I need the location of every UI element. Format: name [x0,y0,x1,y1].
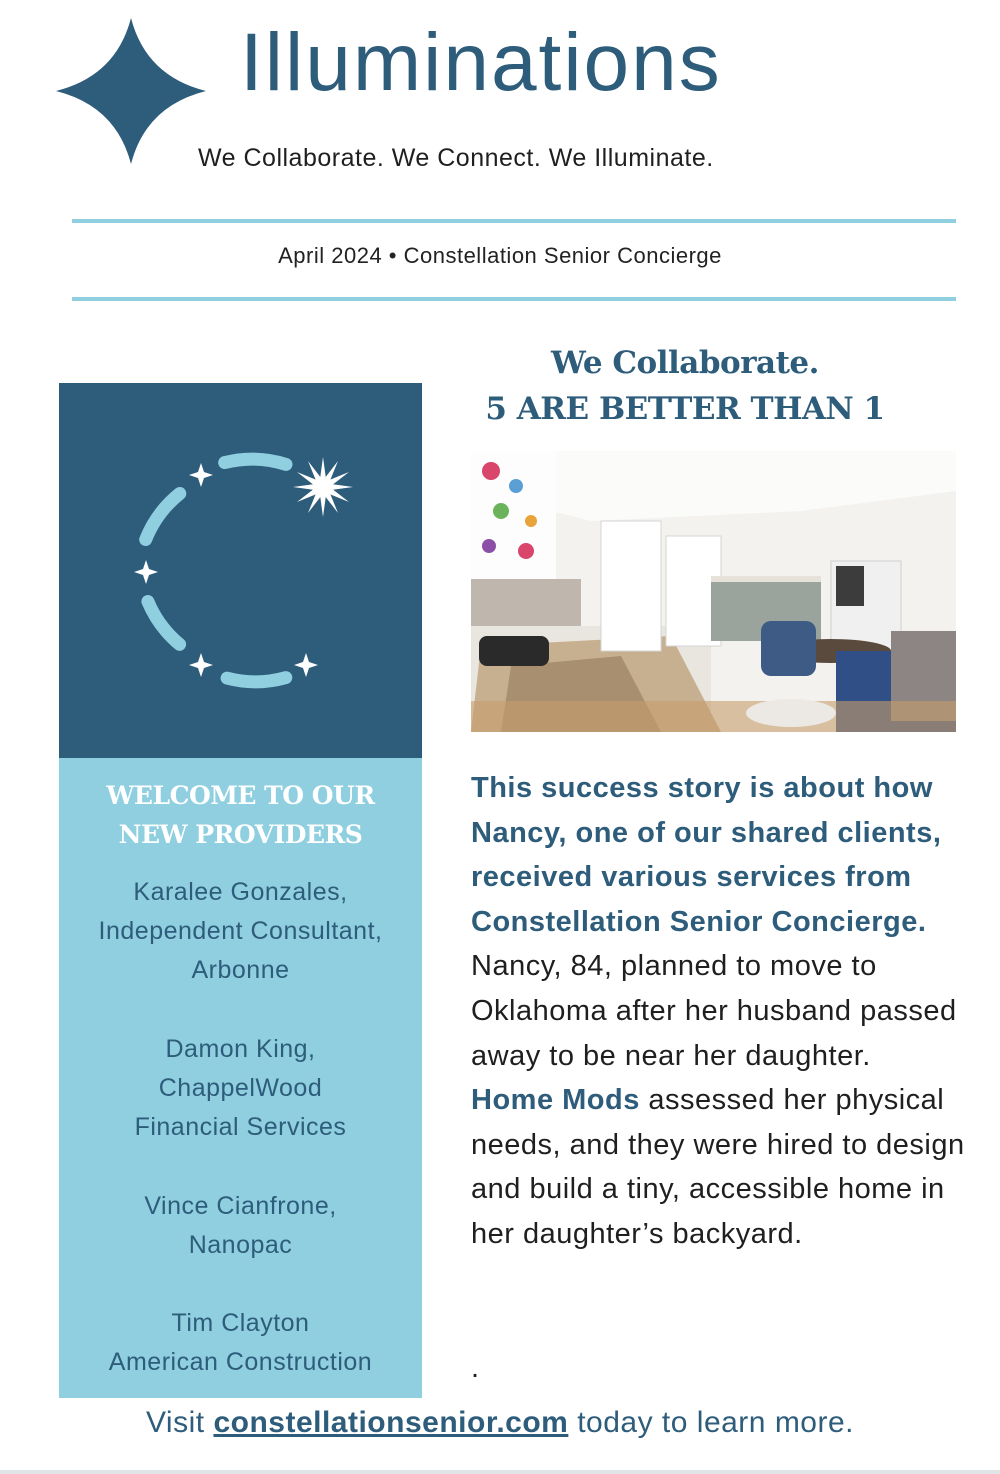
four-point-star-icon [56,18,206,164]
tagline: We Collaborate. We Connect. We Illuminate. [198,144,714,172]
provider-role: Independent Consultant, [98,917,383,945]
provider-item [59,1304,422,1382]
footer-prefix: Visit [145,1406,214,1439]
top-divider [72,219,956,223]
logo-panel [59,383,422,758]
section-heading [470,340,900,432]
provider-name: Tim Clayton [171,1309,310,1337]
provider-name: Vince Cianfrone, [144,1192,337,1220]
section-heading-line-1: We Collaborate. [551,345,819,381]
footer-cta [0,1406,1000,1440]
provider-company: ChappelWood [158,1074,323,1102]
story-lead: This success story is about how Nancy, one of our shared clients, received various services from Constellation Senior Concierge. [471,772,942,938]
constellation-c-logo-icon [59,383,422,758]
tiny-home-interior-photo [471,451,956,732]
story-trailing-dot: . [471,1352,480,1384]
home-mods-name: Home Mods [471,1084,640,1117]
footer-suffix: today to learn more. [568,1406,855,1439]
page-bottom-edge [0,1470,1000,1474]
story-body-1: Nancy, 84, planned to move to Oklahoma after her husband passed away to be near her daughter. [471,950,957,1072]
section-heading-line-2: 5 ARE BETTER THAN 1 [485,391,885,427]
website-link[interactable]: constellationsenior.com [213,1406,569,1439]
newsletter-title: Illuminations [240,17,722,108]
provider-company: Financial Services [134,1113,347,1141]
provider-item [59,1187,422,1265]
provider-company: American Construction [108,1348,373,1376]
provider-company: Nanopac [188,1231,293,1259]
provider-item [59,873,422,990]
provider-company: Arbonne [191,956,290,984]
bottom-divider [72,297,956,301]
welcome-line-1: WELCOME TO OUR [106,781,375,810]
provider-name: Damon King, [165,1035,316,1063]
provider-name: Karalee Gonzales, [133,878,348,906]
provider-item [59,1030,422,1147]
welcome-heading [59,776,422,854]
success-story [471,766,986,1257]
welcome-line-2: NEW PROVIDERS [118,820,363,849]
issue-line: April 2024 • Constellation Senior Concierge [278,243,722,268]
story-body-2: assessed her physical needs, and they were hired to design and build a tiny, accessible home in her daughter’s backyard. [471,1084,965,1250]
